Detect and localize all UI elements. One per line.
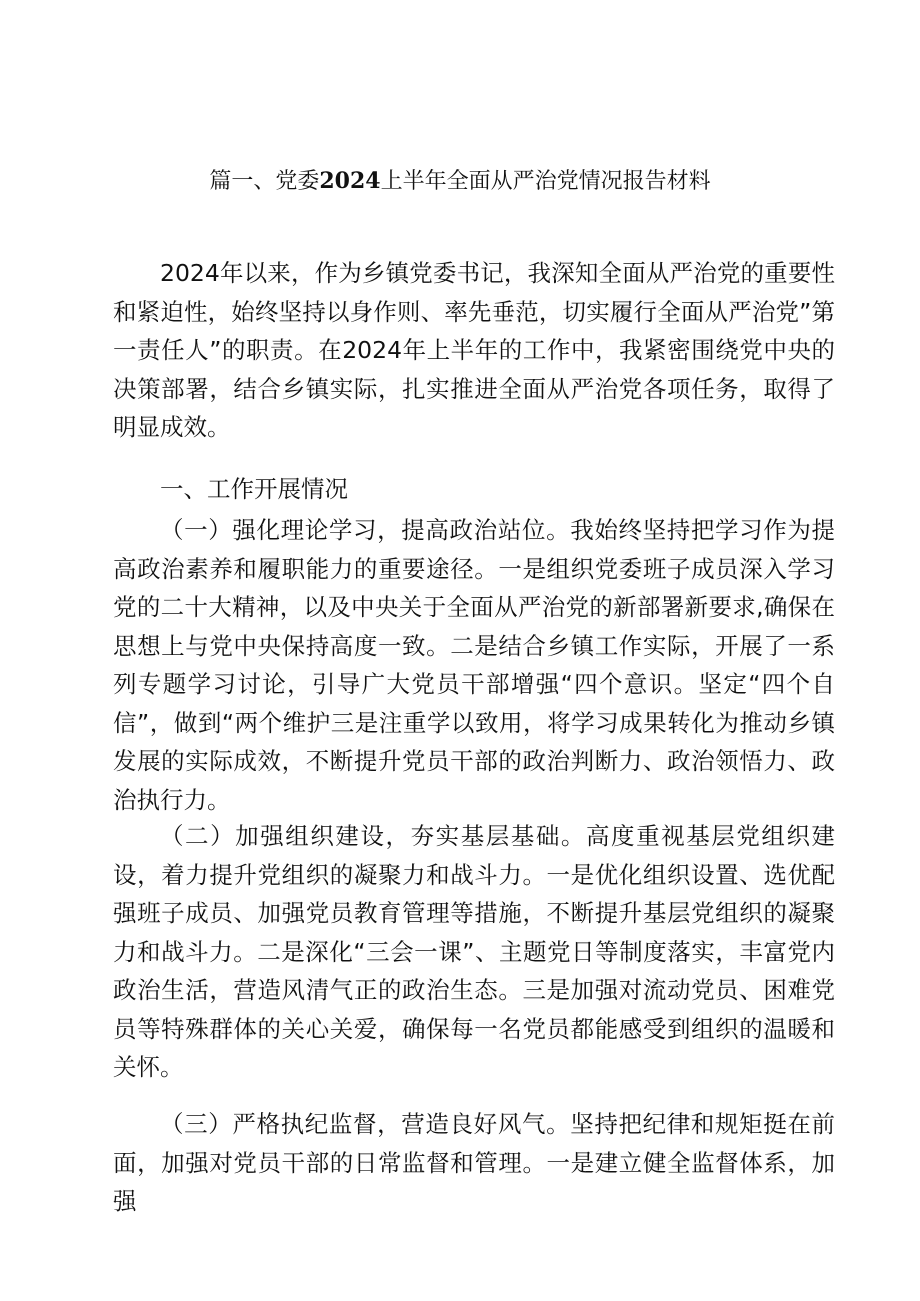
section-3-paragraph: （三）严格执纪监督，营造良好风气。坚持把纪律和规矩挺在前面，加强对党员干部的日常监督和管理。一是建立健全监督体系，加强 bbox=[113, 1110, 835, 1215]
document-title bbox=[0, 163, 920, 200]
title-suffix: 上半年全面从严治党情况报告材料 bbox=[380, 169, 711, 194]
section-heading: 一、工作开展情况 bbox=[160, 475, 348, 503]
intro-paragraph: 2024年以来，作为乡镇党委书记，我深知全面从严治党的重要性和紧迫性，始终坚持以身作则、率先垂范，切实履行全面从严治党”第一责任人”的职责。在2024年上半年的工作中，我紧密围绕党中央的决策部署，结合乡镇实际，扎实推进全面从严治党各项任务，取得了明显成效。 bbox=[113, 259, 835, 441]
section-2-paragraph: （二）加强组织建设，夯实基层基础。高度重视基层党组织建设，着力提升党组织的凝聚力和战斗力。一是优化组织设置、选优配强班子成员、加强党员教育管理等措施，不断提升基层党组织的凝聚力和战斗力。二是深化“三会一课”、主题党日等制度落实，丰富党内政治生活，营造风清气正的政治生态。三是加强对流动党员、困难党员等特殊群体的关心关爱，确保每一名党员都能感受到组织的温暖和关怀。 bbox=[113, 822, 835, 1081]
title-year: 2024 bbox=[319, 168, 381, 194]
title-prefix: 篇一、党委 bbox=[209, 169, 320, 194]
section-1-paragraph: （一）强化理论学习，提高政治站位。我始终坚持把学习作为提高政治素养和履职能力的重要途径。一是组织党委班子成员深入学习党的二十大精神，以及中央关于全面从严治党的新部署新要求,确保在思想上与党中央保持高度一致。二是结合乡镇工作实际，开展了一系列专题学习讨论，引导广大党员干部增强“四个意识。坚定“四个自信”，做到“两个维护三是注重学以致用，将学习成果转化为推动乡镇发展的实际成效，不断提升党员干部的政治判断力、政治领悟力、政治执行力。 bbox=[113, 516, 835, 814]
